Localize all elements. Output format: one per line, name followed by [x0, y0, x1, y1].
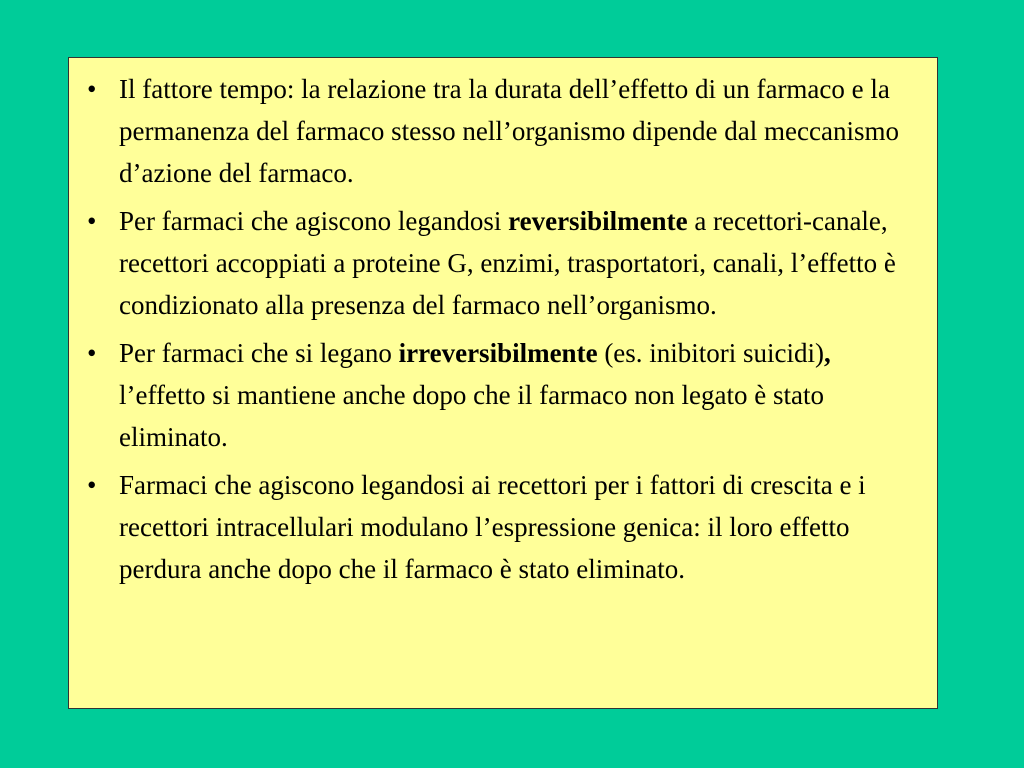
bullet-text	[119, 74, 899, 188]
bullet-dot-icon: •	[87, 74, 97, 104]
bullet-item	[81, 200, 919, 326]
bullet-segment: Farmaci che agiscono legandosi ai recettori per i fattori di crescita e i recettori intracellulari modulano l’espressione genica: il loro effetto perdura anche dopo che il farmaco è stato eliminato.	[119, 470, 866, 584]
bullet-text	[119, 338, 831, 452]
bullet-item	[81, 464, 919, 590]
slide-text-box	[68, 57, 938, 709]
bullet-dot-icon: •	[87, 206, 97, 236]
bullet-list	[81, 68, 919, 596]
bullet-segment: Per farmaci che si legano	[119, 338, 399, 368]
bullet-segment: a recettori-canale, recettori accoppiati a proteine G, enzimi, trasportatori, canali, l’effetto è condizionato alla presenza del farmaco nell’organismo.	[119, 206, 896, 320]
bullet-segment-bold: irreversibilmente	[398, 338, 598, 368]
bullet-dot-icon: •	[87, 470, 97, 500]
bullet-segment-bold: reversibilmente	[508, 206, 688, 236]
bullet-segment: (es. inibitori suicidi)	[597, 338, 825, 368]
bullet-text	[119, 470, 866, 584]
bullet-text	[119, 206, 896, 320]
bullet-segment: l’effetto si mantiene anche dopo che il farmaco non legato è stato eliminato.	[119, 380, 824, 452]
bullet-segment: Per farmaci che agiscono legandosi	[119, 206, 509, 236]
bullet-segment: Il fattore tempo: la relazione tra la durata dell’effetto di un farmaco e la permanenza del farmaco stesso nell’organismo dipende dal meccanismo d’azione del farmaco.	[119, 74, 899, 188]
bullet-dot-icon: •	[87, 338, 97, 368]
bullet-segment-bold: ,	[824, 338, 831, 368]
bullet-item	[81, 68, 919, 194]
bullet-item	[81, 332, 919, 458]
